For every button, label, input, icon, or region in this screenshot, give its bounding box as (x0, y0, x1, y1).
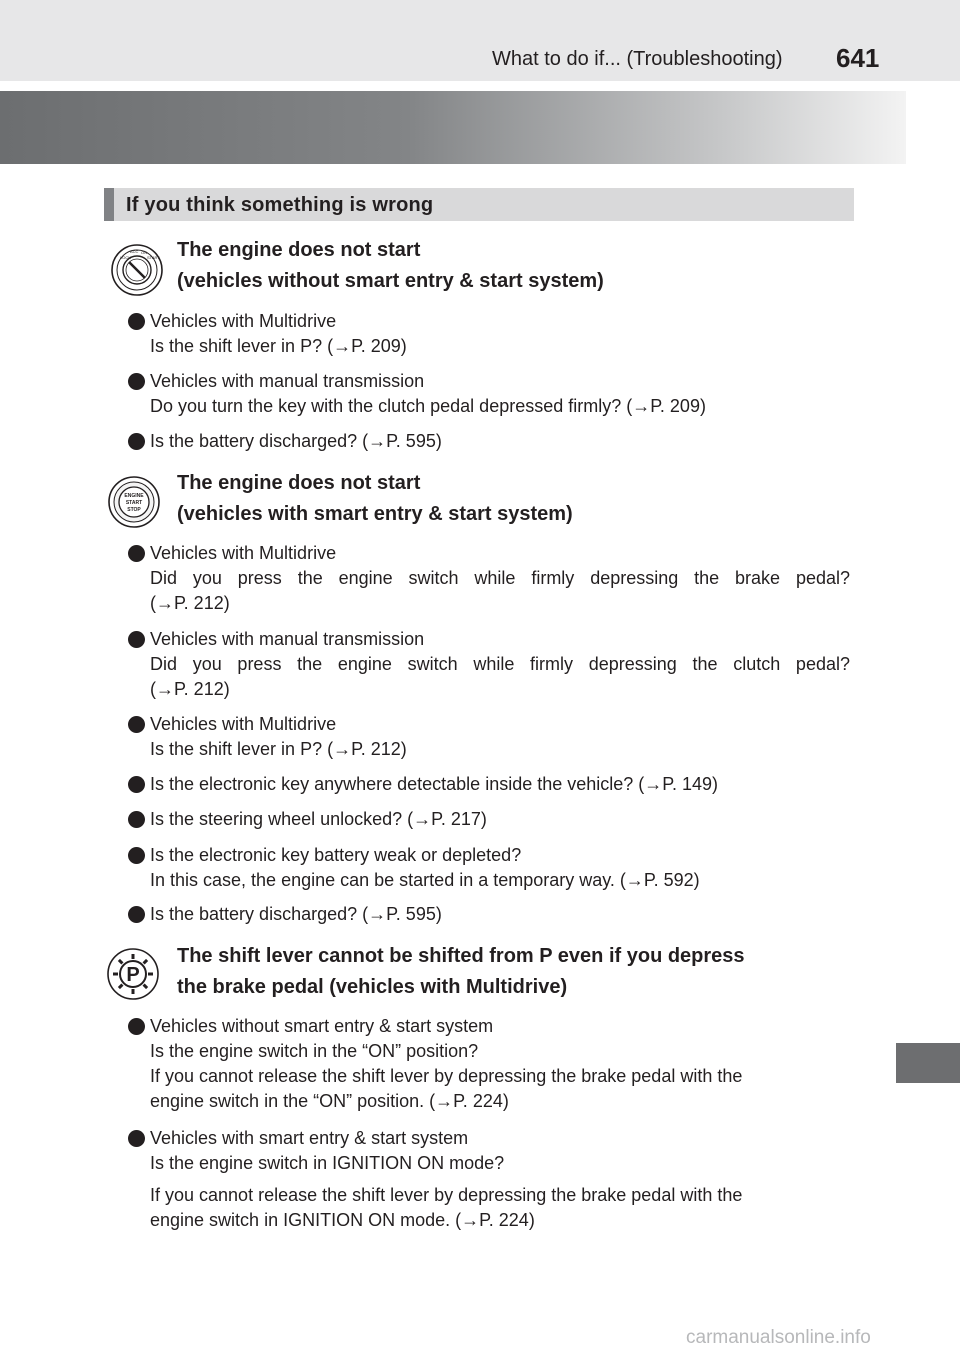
list-item (128, 902, 850, 927)
list-item (128, 712, 850, 762)
ignition-key-cylinder-icon (111, 244, 163, 296)
icon-label-engine: ENGINE (124, 493, 144, 499)
item-line: Did you press the engine switch while firmly depressing the clutch pedal? (150, 654, 850, 674)
item-line: Is the engine switch in IGNITION ON mode? (150, 1153, 505, 1173)
list-item (128, 772, 850, 797)
item-line: Is the engine switch in the “ON” position? (150, 1041, 479, 1061)
watermark[interactable]: carmanualsonline.info (686, 1327, 871, 1348)
bullet-icon (128, 313, 145, 330)
bullet-icon (128, 545, 145, 562)
item-line: engine switch in IGNITION ON mode. (→P. 224) (150, 1210, 535, 1230)
item-line: Is the shift lever in P? (→P. 212) (150, 739, 407, 759)
section-title: If you think something is wrong (126, 194, 434, 216)
chapter-side-tab[interactable] (896, 1043, 960, 1083)
item-line: Vehicles with Multidrive (150, 714, 337, 734)
park-gear-icon (107, 948, 159, 1000)
item-line: Is the electronic key anywhere detectable inside the vehicle? (→P. 149) (150, 774, 718, 794)
subheading-line: (vehicles without smart entry & start system) (177, 270, 604, 292)
subheading-line: The engine does not start (177, 472, 421, 494)
item-line: Is the battery discharged? (→P. 595) (150, 431, 442, 451)
subheading-line: The engine does not start (177, 239, 421, 261)
item-line: engine switch in the “ON” position. (→P. 224) (150, 1091, 509, 1111)
list-item (128, 429, 850, 454)
bullet-icon (128, 373, 145, 390)
icon-label-stop: STOP (127, 507, 141, 513)
page-number: 641 (836, 43, 880, 73)
subheading-shift-lever (177, 941, 745, 1003)
header-gradient-band (0, 91, 906, 164)
list-item (128, 1126, 850, 1233)
bullet-icon (128, 433, 145, 450)
item-line: Vehicles without smart entry & start system (150, 1016, 494, 1036)
section-header (104, 188, 854, 221)
item-line: Did you press the engine switch while firmly depressing the brake pedal? (150, 568, 850, 588)
item-line: Vehicles with Multidrive (150, 543, 337, 563)
item-line: (→P. 212) (150, 593, 230, 613)
bullet-icon (128, 811, 145, 828)
bullet-icon (128, 1130, 145, 1147)
subheading-line: the brake pedal (vehicles with Multidrive) (177, 976, 568, 998)
list-item (128, 807, 850, 832)
icon-label-lock: LOCK (120, 255, 131, 260)
list-item (128, 627, 850, 702)
bullet-icon (128, 716, 145, 733)
bullet-icon (128, 631, 145, 648)
item-line: Is the steering wheel unlocked? (→P. 217) (150, 809, 487, 829)
header-title: What to do if... (Troubleshooting) (492, 48, 783, 70)
item-line: Vehicles with Multidrive (150, 311, 337, 331)
list-item (128, 369, 850, 419)
bullet-icon (128, 847, 145, 864)
item-line: Do you turn the key with the clutch pedal depressed firmly? (→P. 209) (150, 396, 706, 416)
list-item (128, 541, 850, 616)
list-item (128, 309, 850, 359)
item-line: Vehicles with manual transmission (150, 629, 425, 649)
item-line: Is the battery discharged? (→P. 595) (150, 904, 442, 924)
icon-label-start: START (125, 500, 143, 506)
icon-label-on: ON (141, 250, 147, 255)
subheading-no-smart-entry (177, 235, 604, 297)
bullet-icon (128, 1018, 145, 1035)
engine-start-stop-button-icon (108, 476, 160, 528)
item-line: Vehicles with manual transmission (150, 371, 425, 391)
subheading-line: (vehicles with smart entry & start system) (177, 503, 573, 525)
list-item (128, 843, 850, 893)
item-line: (→P. 212) (150, 679, 230, 699)
item-line: If you cannot release the shift lever by depressing the brake pedal with the (150, 1185, 743, 1205)
item-line: Is the shift lever in P? (→P. 209) (150, 336, 407, 356)
icon-label-acc: ACC (130, 249, 139, 254)
item-line: In this case, the engine can be started in a temporary way. (→P. 592) (150, 870, 700, 890)
item-line: Is the electronic key battery weak or depleted? (150, 845, 522, 865)
list-item (128, 1014, 850, 1114)
bullet-icon (128, 906, 145, 923)
subheading-line: The shift lever cannot be shifted from P even if you depress (177, 945, 745, 967)
item-line: Vehicles with smart entry & start system (150, 1128, 469, 1148)
item-line: If you cannot release the shift lever by depressing the brake pedal with the (150, 1066, 743, 1086)
icon-label-start: START (147, 255, 160, 260)
subheading-smart-entry (177, 468, 573, 530)
header-strip (0, 0, 960, 81)
icon-label-p: P (126, 964, 140, 986)
bullet-icon (128, 776, 145, 793)
